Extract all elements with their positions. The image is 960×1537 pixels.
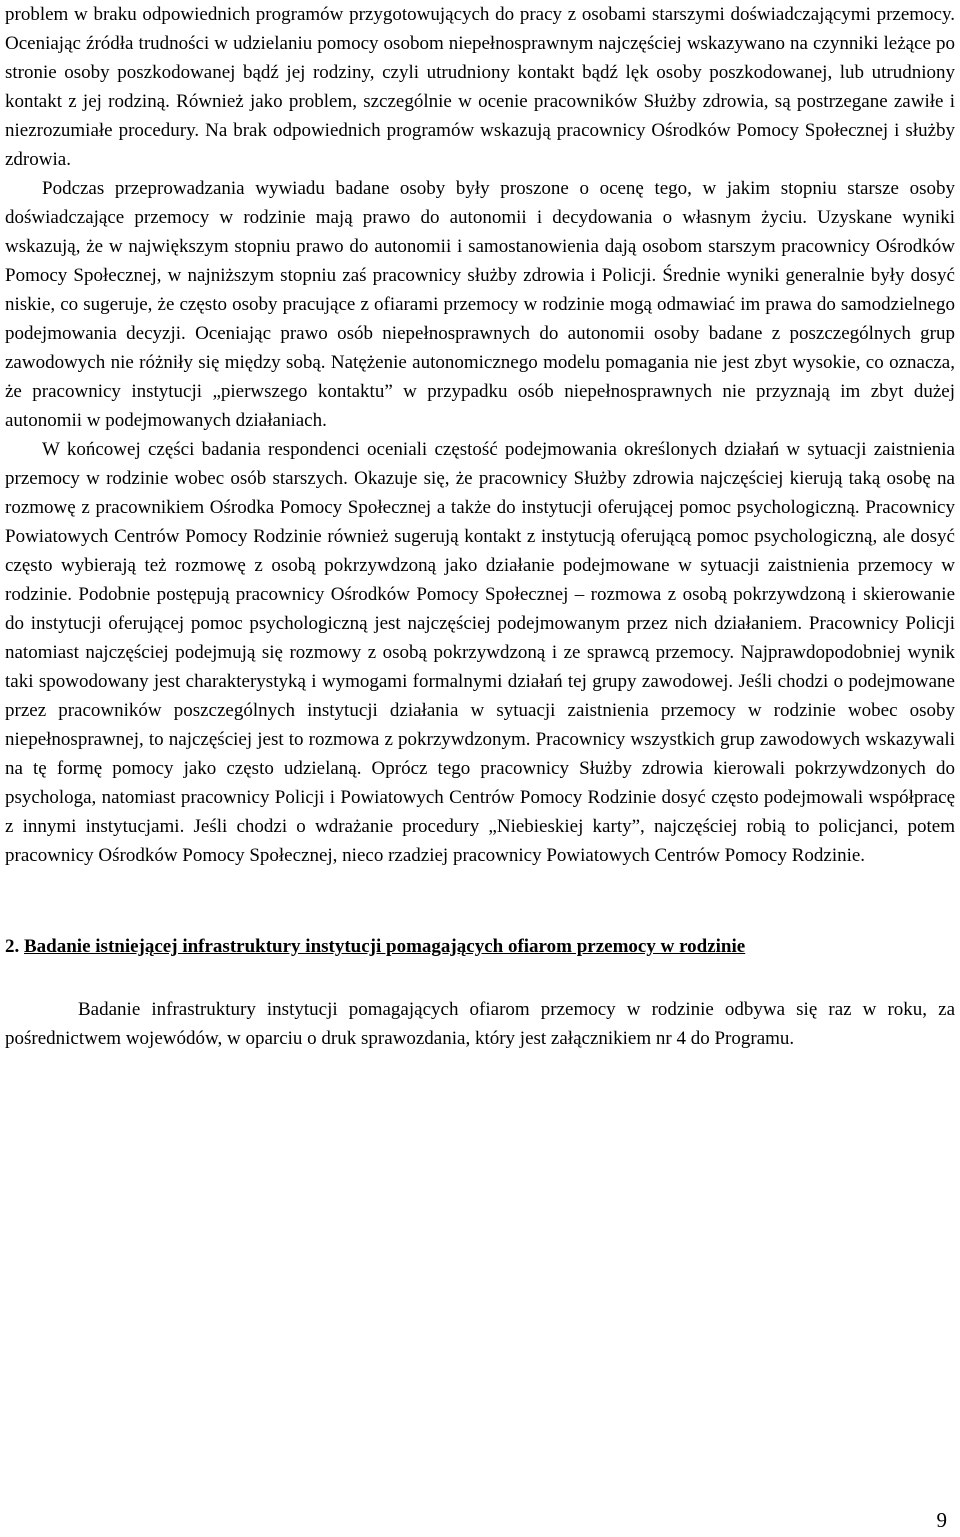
document-page bbox=[5, 0, 955, 1537]
paragraph-1: problem w braku odpowiednich programów przygotowujących do pracy z osobami starszymi doświadczającymi przemocy. Oceniając źródła trudności w udzielaniu pomocy osobom niepełnosprawnym najczęściej wskazywano na czynniki leżące po stronie osoby poszkodowanej bądź jej rodziny, czyli utrudniony kontakt bądź lęk osoby poszkodowanej, lub utrudniony kontakt z jej rodziną. Również jako problem, szczególnie w ocenie pracowników Służby zdrowia, są postrzegane zawiłe i niezrozumiałe procedury. Na brak odpowiednich programów wskazują pracownicy Ośrodków Pomocy Społecznej i służby zdrowia. bbox=[5, 4, 955, 170]
paragraph-3: W końcowej części badania respondenci oceniali częstość podejmowania określonych działań w sytuacji zaistnienia przemocy w rodzinie wobec osób starszych. Okazuje się, że pracownicy Służby zdrowia najczęściej kierują taką osobę na rozmowę z pracownikiem Ośrodka Pomocy Społecznej a także do instytucji oferującej pomoc psychologiczną. Pracownicy Powiatowych Centrów Pomocy Rodzinie również sugerują kontakt z instytucją oferującą pomoc psychologiczną, ale dosyć często wybierają też rozmowę z osobą pokrzywdzoną jako działanie podejmowane w sytuacji zaistnienia przemocy w rodzinie. Podobnie postępują pracownicy Ośrodków Pomocy Społecznej – rozmowa z osobą pokrzywdzoną i skierowanie do instytucji oferującej pomoc psychologiczną jest najczęściej podejmowanym przez nich działaniem. Pracownicy Policji natomiast najczęściej podejmują się rozmowy z osobą pokrzywdzoną i ze sprawcą przemocy. Najprawdopodobniej wynik taki spowodowany jest charakterystyką i wymogami formalnymi działań tej grupy zawodowej. Jeśli chodzi o podejmowane przez pracowników poszczególnych instytucji działania w sytuacji zaistnienia przemocy w rodzinie wobec osoby niepełnosprawnej, to najczęściej jest to rozmowa z pokrzywdzonym. Pracownicy wszystkich grup zawodowych wskazywali na tę formę pomocy jako często udzielaną. Oprócz tego pracownicy Służby zdrowia kierowali pokrzywdzonych do psychologa, natomiast pracownicy Policji i Powiatowych Centrów Pomocy Rodzinie dosyć często podejmowali współpracę z innymi instytucjami. Jeśli chodzi o wdrażanie procedury „Niebieskiej karty”, najczęściej robią to policjanci, potem pracownicy Ośrodków Pomocy Społecznej, nieco rzadziej pracownicy Powiatowych Centrów Pomocy Rodzinie. bbox=[5, 439, 955, 866]
heading-gap bbox=[5, 961, 955, 995]
page-number: 9 bbox=[936, 1508, 947, 1532]
section-gap bbox=[5, 870, 955, 932]
paragraph-2: Podczas przeprowadzania wywiadu badane osoby były proszone o ocenę tego, w jakim stopniu starsze osoby doświadczające przemocy w rodzinie mają prawo do autonomii i decydowania o własnym życiu. Uzyskane wyniki wskazują, że w największym stopniu prawo do autonomii i samostanowienia dają osobom starszym pracownicy Ośrodków Pomocy Społecznej, w najniższym stopniu zaś pracownicy służby zdrowia i Policji. Średnie wyniki generalnie były dosyć niskie, co sugeruje, że często osoby pracujące z ofiarami przemocy w rodzinie mogą odmawiać im prawa do samodzielnego podejmowania decyzji. Oceniając prawo osób niepełnosprawnych do autonomii osoby badane z poszczególnych grup zawodowych nie różniły się między sobą. Natężenie autonomicznego modelu pomagania nie jest zbyt wysokie, co oznacza, że pracownicy instytucji „pierwszego kontaktu” w przypadku osób niepełnosprawnych nie przyznają im zbyt dużej autonomii w podejmowanych działaniach. bbox=[5, 178, 955, 431]
section-title: Badanie istniejącej infrastruktury instytucji pomagających ofiarom przemocy w rodzinie bbox=[24, 936, 746, 957]
section-paragraph: Badanie infrastruktury instytucji pomagających ofiarom przemocy w rodzinie odbywa się raz w roku, za pośrednictwem wojewódów, w oparciu o druk sprawozdania, który jest załącznikiem nr 4 do Programu. bbox=[5, 999, 955, 1049]
section-heading bbox=[5, 932, 955, 961]
section-number: 2. bbox=[5, 936, 20, 957]
